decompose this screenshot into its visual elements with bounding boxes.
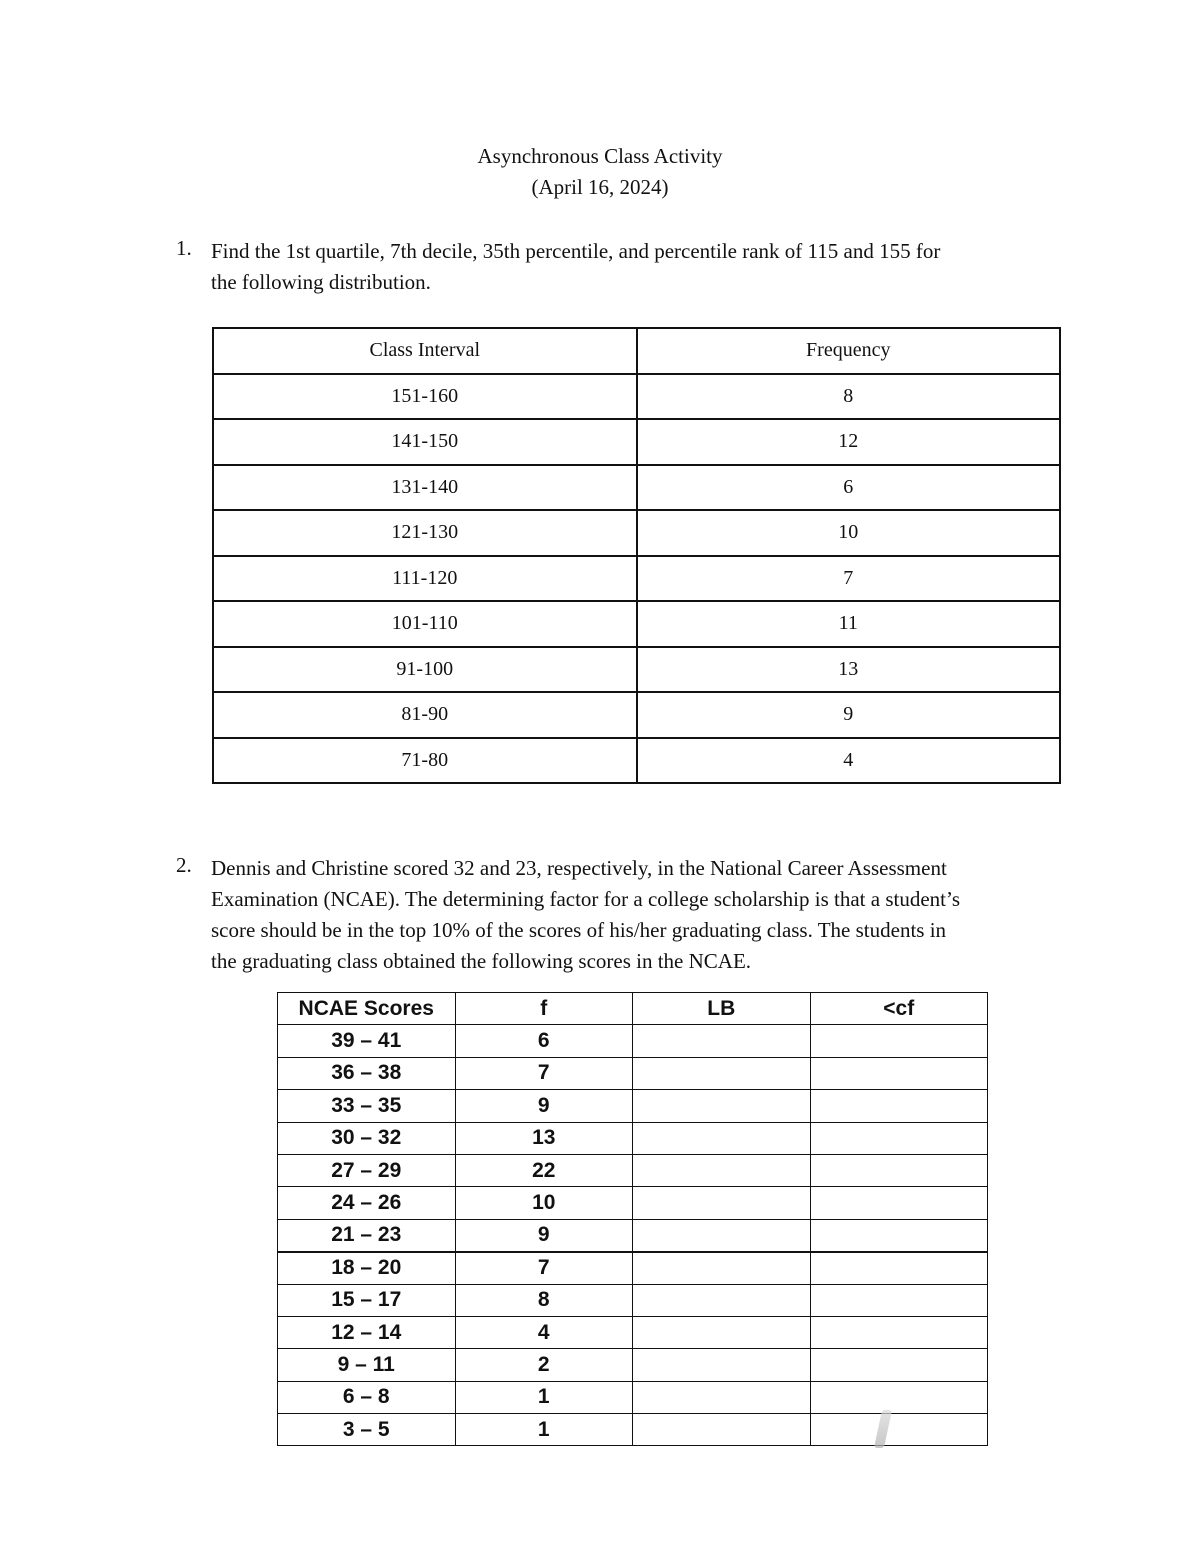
frequency-cell: 7 — [637, 556, 1061, 602]
question-1-text — [211, 236, 1081, 298]
score-cell: 27 – 29 — [278, 1154, 456, 1186]
table-row — [213, 556, 1060, 602]
f-cell: 8 — [455, 1284, 633, 1316]
question-2-line: Examination (NCAE). The determining factor for a college scholarship is that a student’s — [211, 887, 960, 911]
f-cell: 9 — [455, 1090, 633, 1122]
class-interval-cell: 141-150 — [213, 419, 637, 465]
header-ncae-scores: NCAE Scores — [278, 993, 456, 1025]
cf-cell — [810, 1122, 988, 1154]
cf-cell — [810, 1349, 988, 1381]
lb-cell — [633, 1122, 811, 1154]
lb-cell — [633, 1349, 811, 1381]
cf-cell — [810, 1057, 988, 1089]
table-row — [278, 1284, 988, 1316]
frequency-cell: 13 — [637, 647, 1061, 693]
f-cell: 1 — [455, 1414, 633, 1446]
f-cell: 6 — [455, 1025, 633, 1057]
frequency-cell: 8 — [637, 374, 1061, 420]
table-row — [278, 1122, 988, 1154]
class-interval-cell: 101-110 — [213, 601, 637, 647]
table-row — [213, 419, 1060, 465]
score-cell: 12 – 14 — [278, 1316, 456, 1348]
cf-cell — [810, 1381, 988, 1413]
class-interval-cell: 111-120 — [213, 556, 637, 602]
class-interval-cell: 131-140 — [213, 465, 637, 511]
question-2-line: the graduating class obtained the following scores in the NCAE. — [211, 949, 752, 973]
frequency-cell: 12 — [637, 419, 1061, 465]
lb-cell — [633, 1187, 811, 1219]
table-row — [213, 601, 1060, 647]
class-interval-cell: 81-90 — [213, 692, 637, 738]
question-2-line: score should be in the top 10% of the scores of his/her graduating class. The students in — [211, 918, 947, 942]
frequency-cell: 11 — [637, 601, 1061, 647]
f-cell: 7 — [455, 1252, 633, 1284]
cf-cell — [810, 1219, 988, 1251]
header-cf: <cf — [810, 993, 988, 1025]
table-header-row — [213, 328, 1060, 374]
cf-cell — [810, 1284, 988, 1316]
table-row — [213, 465, 1060, 511]
f-cell: 4 — [455, 1316, 633, 1348]
question-2-number: 2. — [176, 853, 192, 877]
frequency-cell: 10 — [637, 510, 1061, 556]
question-1-line: Find the 1st quartile, 7th decile, 35th percentile, and percentile rank of 115 and 155 for — [211, 239, 941, 263]
table-row — [213, 374, 1060, 420]
score-cell: 15 – 17 — [278, 1284, 456, 1316]
f-cell: 7 — [455, 1057, 633, 1089]
table-row — [278, 1316, 988, 1348]
score-cell: 39 – 41 — [278, 1025, 456, 1057]
header-frequency: Frequency — [637, 328, 1061, 374]
score-cell: 9 – 11 — [278, 1349, 456, 1381]
cf-cell — [810, 1316, 988, 1348]
lb-cell — [633, 1057, 811, 1089]
frequency-cell: 9 — [637, 692, 1061, 738]
frequency-cell: 6 — [637, 465, 1061, 511]
score-cell: 6 – 8 — [278, 1381, 456, 1413]
question-2-text — [211, 853, 1081, 977]
f-cell: 9 — [455, 1219, 633, 1251]
f-cell: 1 — [455, 1381, 633, 1413]
frequency-cell: 4 — [637, 738, 1061, 784]
table-row — [213, 510, 1060, 556]
score-cell: 24 – 26 — [278, 1187, 456, 1219]
ncae-scores-table — [277, 992, 988, 1446]
lb-cell — [633, 1154, 811, 1186]
table-row — [213, 738, 1060, 784]
question-2-line: Dennis and Christine scored 32 and 23, respectively, in the National Career Assessment — [211, 856, 947, 880]
cf-cell — [810, 1090, 988, 1122]
table-row — [278, 1252, 988, 1284]
f-cell: 22 — [455, 1154, 633, 1186]
lb-cell — [633, 1316, 811, 1348]
score-cell: 36 – 38 — [278, 1057, 456, 1089]
question-1-line: the following distribution. — [211, 270, 431, 294]
table-row — [278, 1154, 988, 1186]
score-cell: 18 – 20 — [278, 1252, 456, 1284]
class-interval-cell: 91-100 — [213, 647, 637, 693]
f-cell: 10 — [455, 1187, 633, 1219]
lb-cell — [633, 1381, 811, 1413]
header-f: f — [455, 993, 633, 1025]
f-cell: 2 — [455, 1349, 633, 1381]
cf-cell — [810, 1414, 988, 1446]
cf-cell — [810, 1252, 988, 1284]
lb-cell — [633, 1284, 811, 1316]
question-1-number: 1. — [176, 236, 192, 260]
table-row — [278, 1349, 988, 1381]
document-date: (April 16, 2024) — [531, 175, 669, 199]
score-cell: 3 – 5 — [278, 1414, 456, 1446]
table-row — [278, 1219, 988, 1251]
lb-cell — [633, 1025, 811, 1057]
f-cell: 13 — [455, 1122, 633, 1154]
cf-cell — [810, 1154, 988, 1186]
score-cell: 21 – 23 — [278, 1219, 456, 1251]
cf-cell — [810, 1025, 988, 1057]
lb-cell — [633, 1252, 811, 1284]
class-interval-cell: 151-160 — [213, 374, 637, 420]
table-row — [278, 1381, 988, 1413]
table-row — [278, 1057, 988, 1089]
table-row — [213, 647, 1060, 693]
header-lb: LB — [633, 993, 811, 1025]
table-row — [278, 1187, 988, 1219]
lb-cell — [633, 1090, 811, 1122]
class-interval-cell: 71-80 — [213, 738, 637, 784]
class-interval-cell: 121-130 — [213, 510, 637, 556]
lb-cell — [633, 1219, 811, 1251]
lb-cell — [633, 1414, 811, 1446]
score-cell: 33 – 35 — [278, 1090, 456, 1122]
document-title: Asynchronous Class Activity — [477, 144, 723, 168]
table-header-row — [278, 993, 988, 1025]
table-row — [278, 1025, 988, 1057]
table-row — [213, 692, 1060, 738]
header-class-interval: Class Interval — [213, 328, 637, 374]
frequency-distribution-table — [212, 327, 1061, 784]
score-cell: 30 – 32 — [278, 1122, 456, 1154]
table-row — [278, 1090, 988, 1122]
cf-cell — [810, 1187, 988, 1219]
